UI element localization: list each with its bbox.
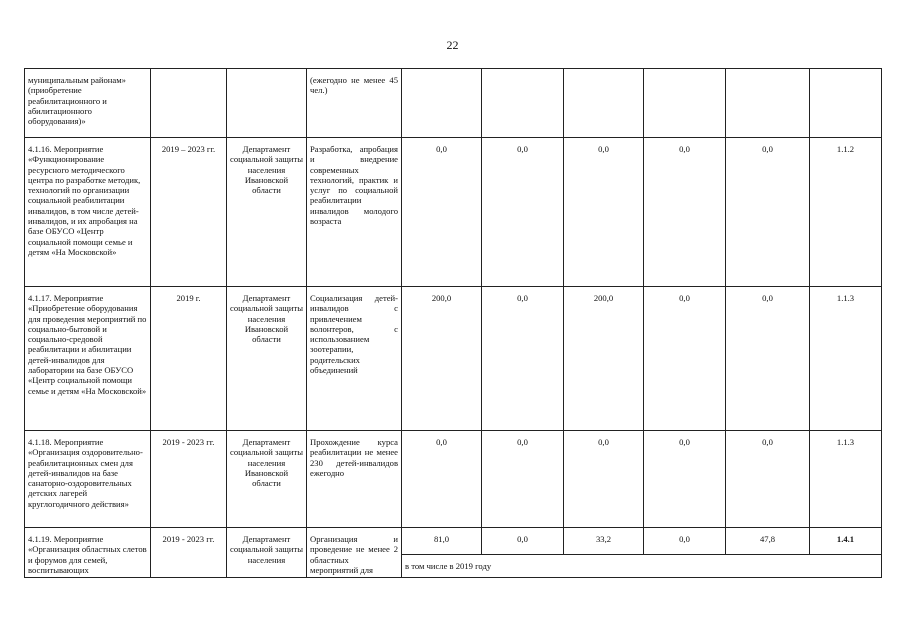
period-cell — [151, 69, 227, 138]
value-cell — [644, 69, 726, 138]
value-cell: 0,0 — [564, 431, 644, 528]
value-cell: 33,2 — [564, 528, 644, 555]
program-activities-table — [24, 68, 882, 578]
value-cell: 0,0 — [402, 138, 482, 287]
result-cell: Прохождение курса реабилитации не менее 230 детей-инвалидов ежегодно — [307, 431, 402, 528]
activity-name-cell: 4.1.18. Мероприятие «Организация оздоровительно-реабилитационных смен для детей-инвалидов на базе санаторно-оздоровительных детских лагерей круглогодичного действия» — [25, 431, 151, 528]
value-cell: 0,0 — [482, 287, 564, 431]
activity-name-cell: 4.1.19. Мероприятие «Организация областных слетов и форумов для семей, воспитывающих — [25, 528, 151, 578]
value-cell: 0,0 — [644, 138, 726, 287]
note-cell: в том числе в 2019 году — [402, 555, 882, 578]
value-cell: 200,0 — [402, 287, 482, 431]
value-cell: 47,8 — [726, 528, 810, 555]
code-cell — [810, 69, 882, 138]
value-cell: 0,0 — [482, 528, 564, 555]
table-row — [25, 431, 882, 528]
code-cell: 1.1.2 — [810, 138, 882, 287]
table-row — [25, 528, 882, 555]
value-cell — [482, 69, 564, 138]
value-cell: 0,0 — [564, 138, 644, 287]
activity-name-cell: 4.1.16. Мероприятие «Функционирование ресурсного методического центра по разработке методик, технологий по организации социальной реабилитации инвалидов, в том числе детей-инвалидов, и их апробация на базе ОБУСО «Центр социальной помощи семье и детям «На Московской» — [25, 138, 151, 287]
executor-cell: Департамент социальной защиты населения Ивановской области — [227, 138, 307, 287]
table-row — [25, 287, 882, 431]
code-cell: 1.1.3 — [810, 431, 882, 528]
code-cell: 1.4.1 — [810, 528, 882, 555]
period-cell: 2019 г. — [151, 287, 227, 431]
result-cell: (ежегодно не менее 45 чел.) — [307, 69, 402, 138]
period-cell: 2019 – 2023 гг. — [151, 138, 227, 287]
value-cell: 0,0 — [644, 528, 726, 555]
result-cell: Организация и проведение не менее 2 областных мероприятий для — [307, 528, 402, 578]
value-cell: 0,0 — [726, 287, 810, 431]
executor-cell: Департамент социальной защиты населения Ивановской области — [227, 431, 307, 528]
result-cell: Социализация детей-инвалидов с привлечением волонтеров, с использованием зоотерапии, родительских объединений — [307, 287, 402, 431]
value-cell: 0,0 — [402, 431, 482, 528]
code-cell: 1.1.3 — [810, 287, 882, 431]
value-cell — [402, 69, 482, 138]
value-cell: 0,0 — [726, 138, 810, 287]
value-cell: 0,0 — [644, 287, 726, 431]
table-row — [25, 138, 882, 287]
value-cell — [564, 69, 644, 138]
value-cell — [726, 69, 810, 138]
page-number: 22 — [446, 38, 459, 52]
period-cell: 2019 - 2023 гг. — [151, 431, 227, 528]
value-cell: 0,0 — [482, 431, 564, 528]
executor-cell — [227, 69, 307, 138]
result-cell: Разработка, апробация и внедрение современных технологий, практик и услуг по социальной реабилитации инвалидов молодого возраста — [307, 138, 402, 287]
activity-name-cell: 4.1.17. Мероприятие «Приобретение оборудования для проведения мероприятий по социально-бытовой и социально-средовой реабилитации и абилитации детей-инвалидов для лаборатории на базе ОБУСО «Центр социальной помощи семье и детям «На Московской» — [25, 287, 151, 431]
period-cell: 2019 - 2023 гг. — [151, 528, 227, 578]
value-cell: 0,0 — [726, 431, 810, 528]
value-cell: 0,0 — [482, 138, 564, 287]
value-cell: 81,0 — [402, 528, 482, 555]
value-cell: 200,0 — [564, 287, 644, 431]
value-cell: 0,0 — [644, 431, 726, 528]
executor-cell: Департамент социальной защиты населения Ивановской области — [227, 287, 307, 431]
table-row — [25, 69, 882, 138]
executor-cell: Департамент социальной защиты населения — [227, 528, 307, 578]
activity-name-cell: муниципальным районам» (приобретение реабилитационного и абилитационного оборудования)» — [25, 69, 151, 138]
